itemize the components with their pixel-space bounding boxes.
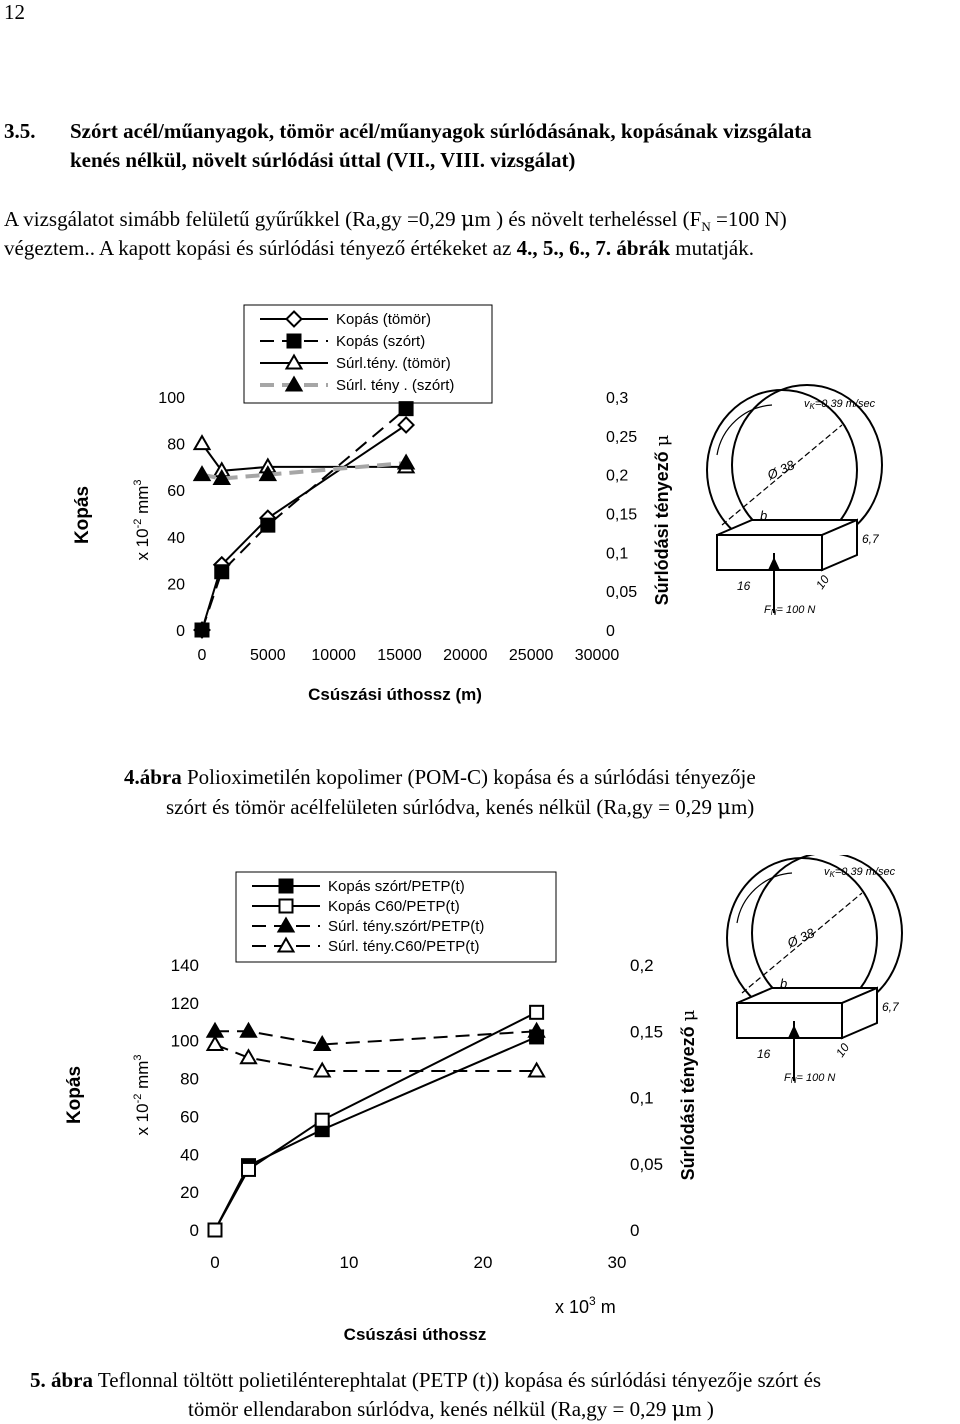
- fig4-data-point: [215, 565, 228, 578]
- fig5-y-axis-unit: x $10^{-2}$ $mm^3$: [132, 1054, 152, 1136]
- fig4-sketch-height: 6,7: [862, 532, 879, 546]
- section-number: 3.5.: [4, 119, 36, 143]
- fig4-y-tick-label: 60: [167, 483, 185, 501]
- section-title-line1: Szórt acél/műanyagok, tömör acél/műanyagok súrlódásának, kopásának vizsgálata: [70, 119, 812, 143]
- fig4-y2-tick-label: 0: [606, 623, 615, 640]
- fig5-data-point: [209, 1224, 222, 1237]
- fig4-y2-tick-label: 0,15: [606, 506, 638, 524]
- fig5-y-tick-label: 140: [170, 956, 199, 975]
- fig5-sketch-b: b: [780, 976, 788, 991]
- fig4-legend: [244, 305, 492, 403]
- fig4-sketch-b: b: [760, 508, 768, 523]
- fig5-legend-label: Súrl. tény.szórt/PETP(t): [328, 918, 485, 935]
- fig5-data-point: [316, 1114, 329, 1127]
- fig4-legend-label: Kopás (szórt): [336, 333, 426, 350]
- fig4-legend-label: Súrl.tény. (tömör): [336, 355, 451, 372]
- fig5-series-line: [215, 1037, 537, 1230]
- fig5-y2-tick-label: 0: [630, 1221, 640, 1240]
- fig4-sketch-speed: vK=0,39 m/sec: [804, 398, 876, 411]
- fig4-y2-tick-label: 0,1: [606, 545, 629, 563]
- fig5-sketch-force: FN= 100 N: [784, 1072, 836, 1085]
- fig4-data-point: [261, 519, 274, 532]
- fig4-x-tick-label: 0: [197, 647, 207, 664]
- fig4-y-tick-label: 0: [176, 623, 185, 640]
- fig4-y2-tick-label: 0,3: [606, 390, 629, 407]
- figure4-caption-line2: szórt és tömör acélfelületen súrlódva, kenés nélkül (Ra,gy = 0,29 μm): [166, 795, 755, 819]
- fig4-chart-group: [72, 305, 882, 704]
- section-title-line2: kenés nélkül, növelt súrlódási úttal (VII., VIII. vizsgálat): [70, 148, 576, 172]
- fig5-series-line: [215, 1031, 537, 1044]
- fig5-y-tick-label: 80: [180, 1069, 199, 1089]
- figure5-caption-line1: 5. ábra Teflonnal töltött polietilénterephtalat (PETP (t)) kopása és súrlódási tényezője szórt és: [30, 1368, 822, 1392]
- fig4-x-tick-label: 25000: [508, 647, 554, 664]
- fig5-y-tick-label: 40: [180, 1145, 199, 1165]
- fig4-y-tick-label: 40: [167, 529, 185, 547]
- fig4-y-axis-label: Kopás: [72, 485, 93, 545]
- fig4-x-tick-label: 20000: [443, 647, 488, 664]
- fig5-legend: [236, 872, 556, 962]
- fig5-y-tick-label: 120: [170, 993, 199, 1013]
- paragraph-line1: A vizsgálatot simább felületű gyűrűkkel (Ra,gy =0,29 μm ) és növelt terheléssel ($F_N =100$ N): [4, 207, 787, 235]
- fig5-x-tick-label: 20: [473, 1253, 493, 1272]
- fig4-block-front: [717, 535, 822, 570]
- fig4-y2-tick-label: 0,2: [606, 467, 629, 485]
- fig5-y2-axis-label: Súrlódási tényező μ: [678, 1009, 699, 1181]
- section-heading: [4, 117, 960, 146]
- fig4-test-rig-sketch: [707, 385, 882, 617]
- fig5-series-line: [215, 1012, 537, 1230]
- figure5-caption-line2: tömör ellendarabon súrlódva, kenés nélkül (Ra,gy = 0,29 μm ): [188, 1397, 714, 1421]
- fig4-sketch-diameter: Ø 38: [764, 457, 797, 483]
- fig4-y2-tick-label: 0,05: [606, 584, 638, 602]
- fig4-x-axis-label: Csúszási úthossz (m): [308, 685, 482, 704]
- fig5-sketch-diameter: Ø 38: [784, 925, 817, 951]
- fig5-y2-tick-label: 0,1: [630, 1088, 654, 1108]
- fig5-sketch-width: 16: [757, 1047, 771, 1061]
- fig5-x-axis-label: Csúszási úthossz: [343, 1325, 487, 1344]
- fig4-series-line: [202, 409, 406, 630]
- fig4-legend-label: Súrl. tény . (szórt): [336, 377, 455, 394]
- fig5-x-tick-label: 30: [607, 1253, 627, 1272]
- fig4-y-tick-label: 80: [167, 436, 185, 454]
- fig4-series-line: [202, 444, 406, 471]
- fig4-y-tick-label: 100: [158, 390, 185, 407]
- fig5-data-point: [208, 1037, 223, 1050]
- fig4-x-tick-label: 10000: [311, 647, 356, 664]
- fig5-y-tick-label: 0: [189, 1221, 199, 1240]
- fig5-sketch-height: 6,7: [882, 1000, 899, 1014]
- fig5-data-point: [530, 1006, 543, 1019]
- fig4-y2-axis-label: Súrlódási tényező μ: [652, 434, 673, 606]
- figure5-chart: [0, 855, 960, 1355]
- fig5-data-point: [242, 1163, 255, 1176]
- fig5-sketch-depth: 10: [832, 1040, 853, 1060]
- fig4-x-tick-label: 30000: [574, 647, 620, 664]
- fig4-data-point: [400, 402, 413, 415]
- fig4-legend-label: Kopás (tömör): [336, 311, 432, 328]
- fig5-data-point: [241, 1050, 256, 1063]
- fig5-y2-tick-label: 0,2: [630, 956, 654, 975]
- fig4-y-tick-label: 20: [167, 576, 185, 594]
- fig5-y-tick-label: 60: [180, 1107, 199, 1127]
- fig4-data-point: [196, 624, 209, 637]
- page-number: 12: [4, 0, 25, 24]
- fig5-x-axis-unit: x $10^3$ m: [555, 1294, 616, 1317]
- fig4-x-tick-label: 15000: [377, 647, 422, 664]
- fig4-y-axis-unit: x $10^{-2}$ $mm^3$: [132, 479, 152, 561]
- fig5-legend-label: Kopás szórt/PETP(t): [328, 878, 465, 895]
- fig5-sketch-speed: vK=0,39 m/sec: [824, 866, 896, 879]
- fig5-x-tick-label: 0: [210, 1253, 220, 1272]
- fig5-test-rig-sketch: [727, 855, 902, 1085]
- fig5-y2-tick-label: 0,15: [630, 1022, 664, 1042]
- figure4-caption-line1: 4.ábra Polioximetilén kopolimer (POM-C) kopása és a súrlódási tényezője: [124, 765, 756, 789]
- fig4-sketch-force: FN= 100 N: [764, 604, 816, 617]
- fig5-chart-group: [64, 855, 902, 1344]
- fig5-x-tick-label: 10: [339, 1253, 359, 1272]
- fig5-legend-marker: [280, 880, 293, 893]
- fig5-y-tick-label: 100: [170, 1031, 199, 1051]
- fig5-y2-tick-label: 0,05: [630, 1154, 664, 1174]
- fig4-series-line: [202, 425, 406, 630]
- fig4-rotation-arrow: [717, 405, 772, 455]
- fig4-sketch-width: 16: [737, 579, 751, 593]
- fig5-legend-marker: [280, 900, 293, 913]
- fig5-rotation-arrow: [737, 873, 792, 923]
- fig4-y2-tick-label: 0,25: [606, 428, 638, 446]
- figure4-chart: [0, 290, 960, 740]
- fig4-data-point: [195, 436, 210, 449]
- fig5-y-axis-label: Kopás: [64, 1065, 85, 1125]
- fig4-legend-marker: [288, 335, 301, 348]
- fig4-x-tick-label: 5000: [250, 647, 286, 664]
- fig5-block-front: [737, 1003, 842, 1038]
- fig5-y-tick-label: 20: [180, 1183, 199, 1203]
- fig5-legend-label: Kopás C60/PETP(t): [328, 898, 460, 915]
- paragraph-line2: végeztem.. A kapott kopási és súrlódási tényező értékeket az 4., 5., 6., 7. ábrák mutatják.: [4, 236, 754, 260]
- fig4-data-point: [399, 417, 414, 432]
- fig5-legend-label: Súrl. tény.C60/PETP(t): [328, 938, 480, 955]
- fig4-sketch-depth: 10: [812, 572, 833, 592]
